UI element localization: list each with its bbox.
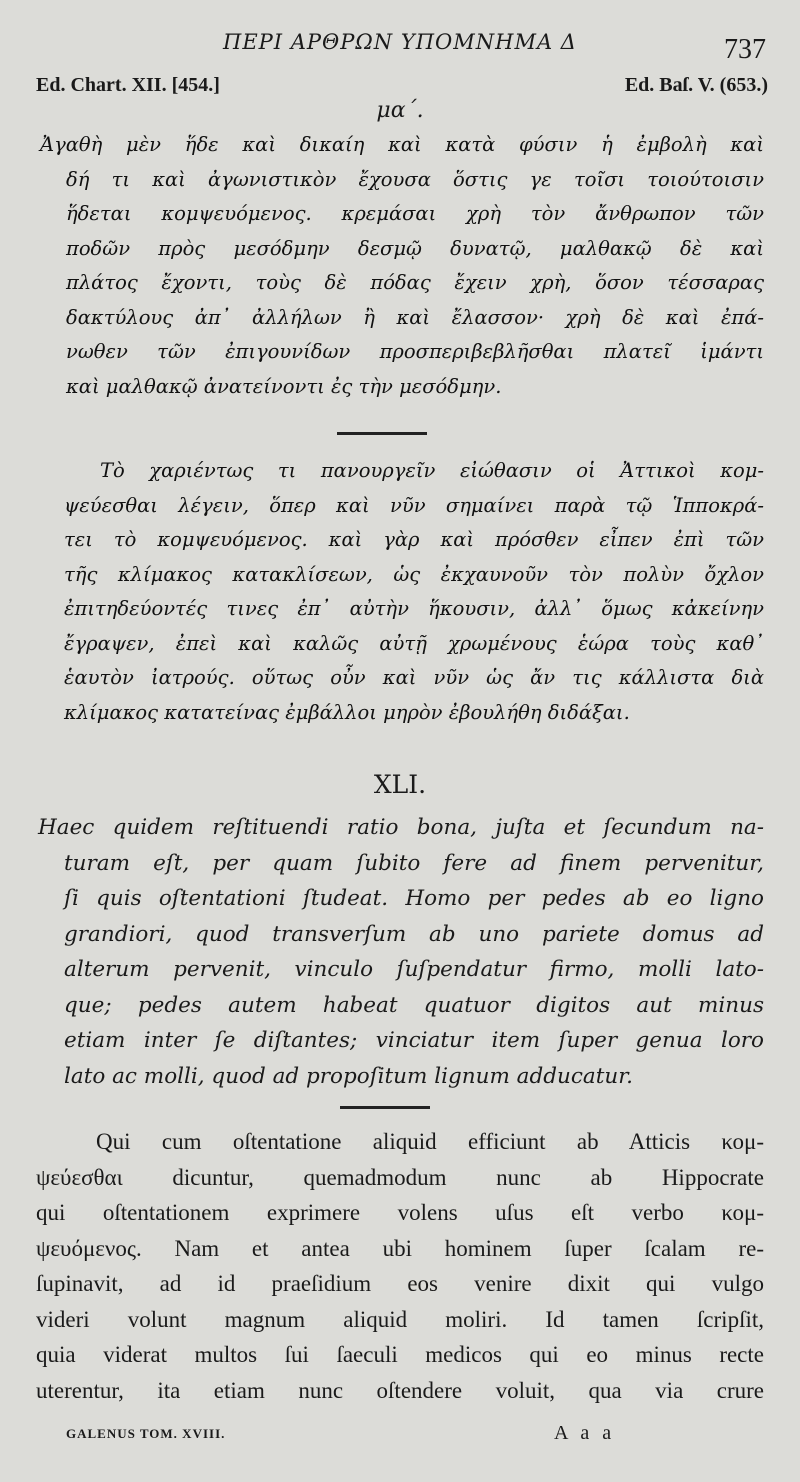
latin-commentary <box>36 1124 764 1408</box>
running-title: ΠΕΡΙ ΑΡΘΡΩΝ ΥΠΟΜΝΗΜΑ Δ <box>223 30 577 54</box>
commentary-line: Τὸ χαριέντως τι πανουργεῖν εἰώθασιν οἱ Ἀττικοὶ κομ- <box>100 459 764 482</box>
section-divider <box>337 432 427 435</box>
text-line: ποδῶν πρὸς μεσόδμην δεσμῷ δυνατῷ, μαλθακῷ δὲ καὶ <box>66 236 764 260</box>
commentary-line: τει τὸ κομψευόμενος. καὶ γὰρ καὶ πρόσθεν εἶπεν ἐπὶ τῶν <box>64 528 764 551</box>
text-line: ἥδεται κομψευόμενος. κρεμάσαι χρὴ τὸν ἄνθρωπον τῶν <box>66 202 764 225</box>
latin-commentary-line: uterentur, ita etiam nunc oſtendere voluit, qua via crure <box>36 1377 764 1403</box>
greek-section-number: μα΄. <box>376 98 424 123</box>
text-line: πλάτος ἔχοντι, τοὺς δὲ πόδας ἔχειν χρὴ, ὅσον τέσσαρας <box>66 271 764 294</box>
latin-commentary-line: quia viderat multos ſui ſaeculi medicos qui eo minus recte <box>36 1342 764 1367</box>
edition-reference-chartier: Ed. Chart. XII. [454.] <box>36 74 220 96</box>
translation-line: lato ac molli, quod ad propoſitum lignum adducatur. <box>64 1063 633 1089</box>
latin-commentary-line: ſupinavit, ad id praeſidium eos venire dixit qui vulgo <box>36 1271 764 1296</box>
latin-commentary-line: ψεύεσθαι dicuntur, quemadmodum nunc ab Hippocrate <box>36 1164 764 1190</box>
galen-greek-commentary <box>64 454 764 730</box>
commentary-line: κλίμακος κατατείνας ἐμβάλλοι μηρὸν ἐβουλήθη διδάξαι. <box>64 700 630 724</box>
latin-commentary-line: ψευόμενος. Nam et antea ubi hominem ſuper ſcalam re- <box>36 1235 764 1261</box>
commentary-line: ἐπιτηδεύοντές τινες ἐπ᾽ αὐτὴν ἥκουσιν, ἀλλ᾽ ὅμως κἀκείνην <box>64 597 764 620</box>
translation-line: alterum pervenit, vinculo ſuſpendatur firmo, molli lato- <box>64 957 764 982</box>
translation-line: turam eſt, per quam ſubito fere ad finem pervenitur, <box>64 850 764 876</box>
printer-signature: GALENUS TOM. XVIII. <box>66 1426 226 1441</box>
commentary-line: ἑαυτὸν ἰατρούς. οὕτως οὖν καὶ νῦν ὡς ἄν τις κάλλιστα διὰ <box>64 666 764 689</box>
latin-commentary-line: qui oſtentationem exprimere volens uſus eſt verbo κομ- <box>36 1200 764 1225</box>
latin-section-numeral: XLI. <box>373 770 427 799</box>
section-divider <box>340 1106 430 1109</box>
translation-line: Haec quidem reſtituendi ratio bona, juſta et ſecundum na- <box>38 815 764 840</box>
commentary-line: ψεύεσθαι λέγειν, ὅπερ καὶ νῦν σημαίνει παρὰ τῷ Ἱπποκρά- <box>64 493 764 517</box>
latin-commentary-line: videri volunt magnum aliquid moliri. Id tamen ſcripſit, <box>36 1306 764 1332</box>
commentary-line: τῆς κλίμακος κατακλίσεων, ὡς ἐκχαυνοῦν τὸν πολὺν ὄχλον <box>64 562 764 586</box>
latin-translation <box>38 810 764 1094</box>
text-line: καὶ μαλθακῷ ἀνατείνοντι ἐς τὴν μεσόδμην. <box>66 374 502 398</box>
gathering-mark: A a a <box>554 1422 616 1444</box>
translation-line: etiam inter ſe diſtantes; vinciatur item ſuper genua loro <box>64 1028 764 1053</box>
translation-line: grandiori, quod transverſum ab uno pariete domus ad <box>64 921 764 947</box>
translation-line: ſi quis oſtentationi ſtudeat. Homo per pedes ab eo ligno <box>64 886 764 911</box>
text-line: δή τι καὶ ἀγωνιστικὸν ἔχουσα ὅστις γε τοῖσι τοιούτοισιν <box>66 167 764 191</box>
text-line: Ἀγαθὴ μὲν ἥδε καὶ δικαίη καὶ κατὰ φύσιν ἡ ἐμβολὴ καὶ <box>40 133 764 156</box>
text-line: νωθεν τῶν ἐπιγουνίδων προσπεριβεβλῆσθαι πλατεῖ ἱμάντι <box>66 340 764 363</box>
commentary-line: ἔγραψεν, ἐπεὶ καὶ καλῶς αὐτῇ χρωμένους ἑώρα τοὺς καθ᾽ <box>64 631 764 655</box>
edition-reference-basel: Ed. Baſ. V. (653.) <box>624 74 768 96</box>
hippocrates-greek-text <box>40 128 764 404</box>
translation-line: que; pedes autem habeat quatuor digitos aut minus <box>64 992 764 1018</box>
text-line: δακτύλους ἀπ᾽ ἀλλήλων ἢ καὶ ἔλασσον· χρὴ δὲ καὶ ἐπά- <box>66 305 764 329</box>
page-number: 737 <box>724 34 766 65</box>
latin-commentary-line: Qui cum oſtentatione aliquid efficiunt ab Atticis κομ- <box>96 1129 764 1154</box>
